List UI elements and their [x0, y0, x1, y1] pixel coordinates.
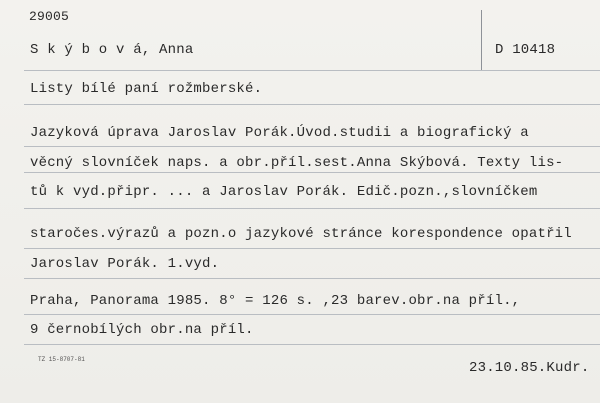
rule-line — [24, 146, 600, 147]
body-line: tů k vyd.připr. ... a Jaroslav Porák. Edič.pozn.,slovníčkem — [30, 184, 538, 200]
body-line: Jaroslav Porák. 1.vyd. — [30, 256, 220, 272]
imprint-line: 9 černobílých obr.na příl. — [30, 322, 254, 338]
rule-line — [24, 70, 600, 71]
call-number: D 10418 — [495, 42, 556, 58]
card-number: 29005 — [29, 9, 70, 24]
rule-line — [24, 208, 600, 209]
title-line: Listy bílé paní rožmberské. — [30, 81, 263, 97]
divider-line — [481, 10, 482, 70]
body-line: Jazyková úprava Jaroslav Porák.Úvod.studii a biografický a — [30, 125, 529, 141]
rule-line — [24, 344, 600, 345]
rule-line — [24, 172, 600, 173]
rule-line — [24, 278, 600, 279]
author-heading: S k ý b o v á, Anna — [30, 42, 194, 58]
rule-line — [24, 248, 600, 249]
rule-line — [24, 104, 600, 105]
body-line: staročes.výrazů a pozn.o jazykové stránce korespondence opatřil — [30, 226, 572, 242]
date-signature: 23.10.85.Kudr. — [469, 360, 590, 376]
imprint-line: Praha, Panorama 1985. 8° = 126 s. ,23 barev.obr.na příl., — [30, 293, 521, 309]
body-line: věcný slovníček naps. a obr.příl.sest.Anna Skýbová. Texty lis- — [30, 155, 564, 171]
print-code: TZ 15-8707-81 — [38, 356, 85, 363]
rule-line — [24, 314, 600, 315]
